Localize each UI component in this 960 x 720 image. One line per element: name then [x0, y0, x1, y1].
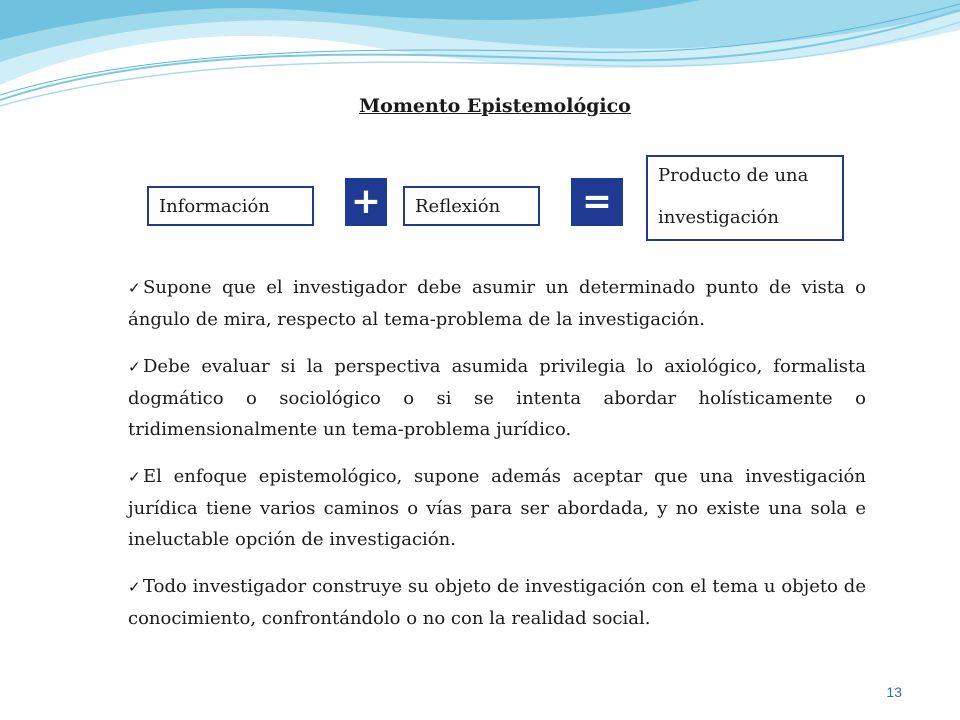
list-item [128, 571, 866, 634]
list-item [128, 272, 866, 335]
equals-operator: = [571, 178, 623, 226]
reflexion-box: Reflexión [403, 186, 540, 226]
wave-decoration-icon [0, 0, 960, 110]
list-item [128, 461, 866, 555]
list-item [128, 351, 866, 445]
check-icon: ✓ [128, 578, 141, 596]
result-line-1: Producto de una [658, 165, 809, 186]
plus-operator: + [345, 178, 387, 226]
bullet-text: Todo investigador construye su objeto de investigación con el tema u objeto de conocimiento, confrontándolo o no con la realidad social. [128, 576, 866, 629]
check-icon: ✓ [128, 358, 141, 376]
page-title: Momento Epistemológico [359, 95, 631, 117]
bullet-text: Debe evaluar si la perspectiva asumida privilegia lo axiológico, formalista dogmático o sociológico o si se intenta abordar holísticamente o tridimensionalmente un tema-problema jurídico. [128, 356, 866, 440]
producto-box [646, 155, 844, 241]
bullet-text: El enfoque epistemológico, supone además aceptar que una investigación jurídica tiene varios caminos o vías para ser abordada, y no existe una sola e ineluctable opción de investigación. [128, 466, 866, 550]
result-line-2: investigación [658, 207, 779, 228]
bullet-list [128, 272, 866, 650]
check-icon: ✓ [128, 468, 141, 486]
informacion-box: Información [147, 186, 314, 226]
check-icon: ✓ [128, 279, 141, 297]
page-number: 13 [886, 684, 902, 700]
bullet-text: Supone que el investigador debe asumir un determinado punto de vista o ángulo de mira, respecto al tema-problema de la investigación. [128, 277, 866, 330]
